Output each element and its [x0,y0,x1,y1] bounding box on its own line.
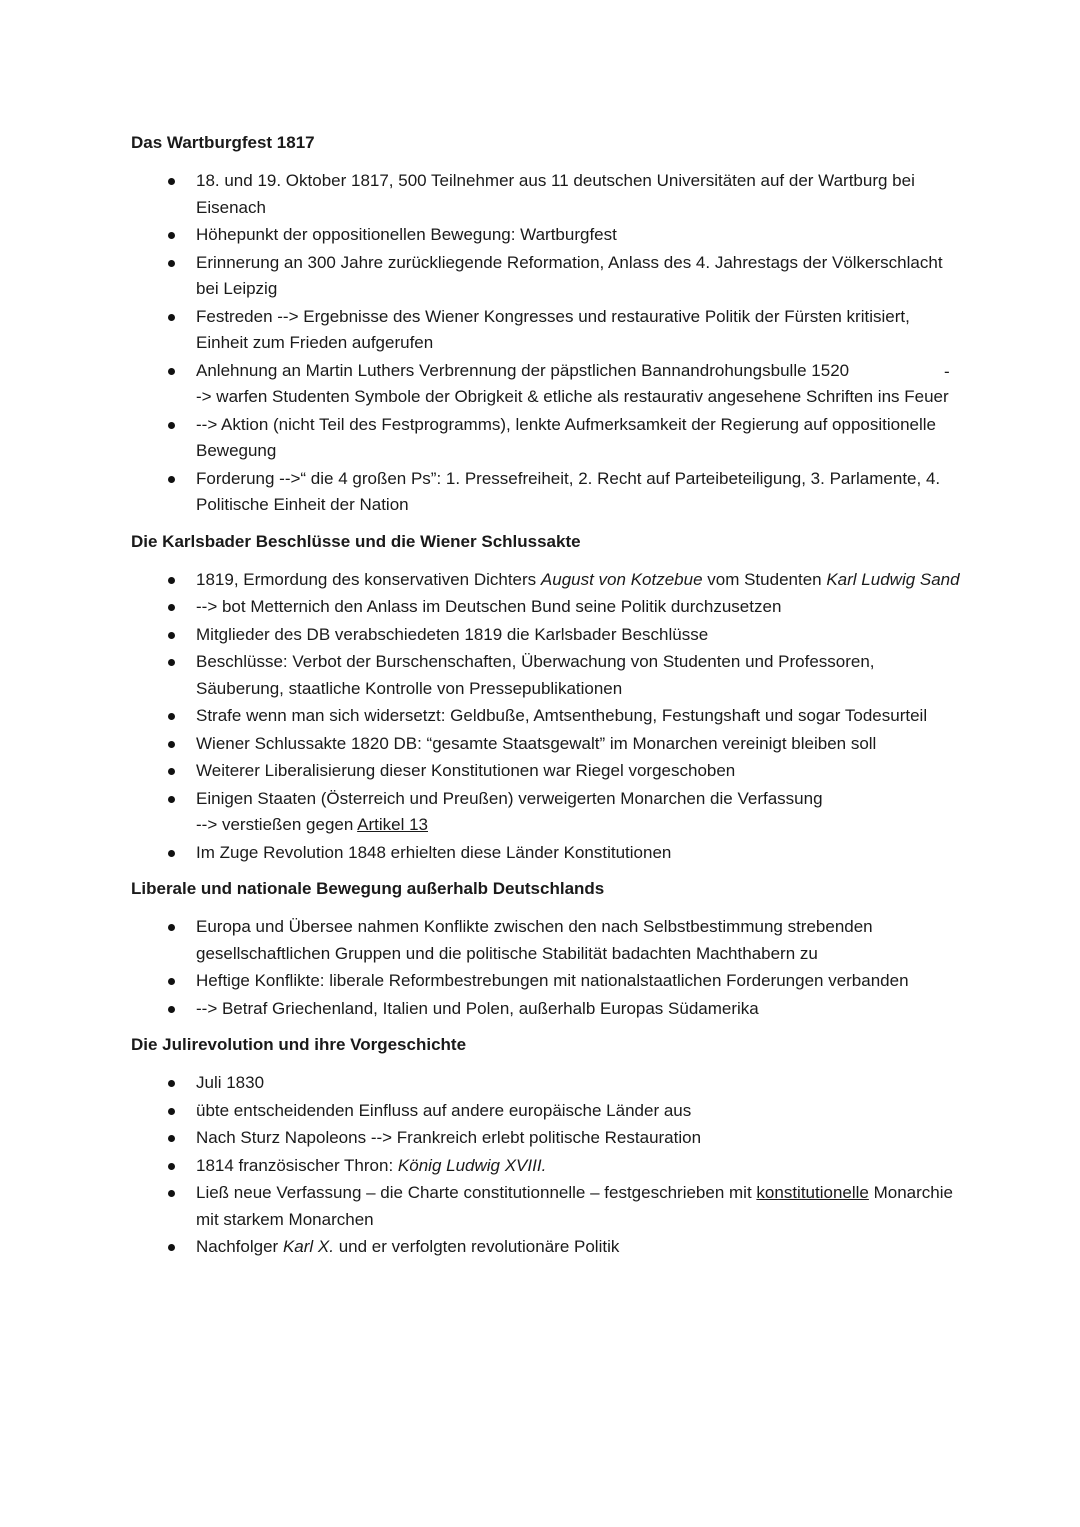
bullet-icon [168,260,175,267]
italic-term: August von Kotzebue [540,569,703,589]
bullet-list [131,1070,960,1261]
bullet-icon [168,1163,175,1170]
item-text: Einigen Staaten (Österreich und Preußen) verweigerten Monarchen die Verfassung [196,788,823,808]
section-heading: Das Wartburgfest 1817 [131,133,315,152]
list-item [131,1098,960,1125]
bullet-icon [168,796,175,803]
item-text: 18. und 19. Oktober 1817, 500 Teilnehmer aus 11 deutschen Universitäten auf der Wartburg bei Eisenach [196,171,915,217]
item-text: Juli 1830 [196,1073,265,1092]
margin-dash: - [944,362,950,381]
item-text: Wiener Schlussakte 1820 DB: “gesamte Staatsgewalt” im Monarchen vereinigt bleiben soll [196,733,877,753]
bullet-list [131,168,960,519]
item-text: -> warfen Studenten Symbole der Obrigkeit & etliche als restaurativ angesehene Schriften ins Feuer [196,387,949,406]
item-text: Erinnerung an 300 Jahre zurückliegende Reformation, Anlass des 4. Jahrestags der Völkerschlacht bei Leipzig [196,252,943,298]
list-item [131,222,960,249]
bullet-icon [168,1108,175,1115]
bullet-icon [168,476,175,483]
bullet-icon [168,314,175,321]
underlined-term: konstitutionelle [756,1183,869,1202]
bullet-icon [168,368,175,375]
section-4 [131,1033,960,1261]
list-item [131,358,960,411]
underlined-term: Artikel 13 [357,815,428,834]
item-text: Im Zuge Revolution 1848 erhielten diese Länder Konstitutionen [196,842,672,862]
list-item [131,1070,960,1097]
section-heading: Liberale und nationale Bewegung außerhalb Deutschlands [131,879,605,898]
bullet-icon [168,850,175,857]
bullet-icon [168,713,175,720]
list-item [131,703,960,730]
list-item [131,914,960,967]
italic-term: Karl X. [282,1237,334,1256]
bullet-icon [168,1190,175,1197]
list-item [131,168,960,221]
list-item [131,567,960,594]
list-item [131,968,960,995]
item-text: --> bot Metternich den Anlass im Deutschen Bund seine Politik durchzusetzen [196,597,782,616]
list-item [131,731,960,758]
list-item [131,758,960,785]
italic-term: Karl Ludwig Sand [826,569,960,589]
section-heading: Die Karlsbader Beschlüsse und die Wiener Schlussakte [131,531,581,551]
list-item [131,250,960,303]
list-item [131,412,960,465]
list-item [131,466,960,519]
list-item [131,786,960,839]
item-text: übte entscheidenden Einfluss auf andere europäische Länder aus [196,1100,692,1120]
item-text: Nachfolger [196,1237,283,1256]
list-item [131,1180,960,1233]
section-3 [131,877,960,1022]
item-text: --> Betraf Griechenland, Italien und Polen, außerhalb Europas Südamerika [196,998,759,1018]
item-text: Monarchie mit starkem Monarchen [196,1183,953,1229]
section-1 [131,131,960,519]
item-text: Strafe wenn man sich widersetzt: Geldbuße, Amtsenthebung, Festungshaft und sogar Todesurteil [196,706,928,725]
item-text: 1819, Ermordung des konservativen Dichters [196,569,541,589]
bullet-icon [168,422,175,429]
bullet-icon [168,741,175,748]
item-text: Weiterer Liberalisierung dieser Konstitutionen war Riegel vorgeschoben [196,761,736,780]
bullet-icon [168,1135,175,1142]
item-text: Forderung -->“ die 4 großen Ps”: 1. Pressefreiheit, 2. Recht auf Parteibeteiligung, 3. Parlamente, 4. Politische Einheit der Nation [196,468,941,514]
bullet-icon [168,768,175,775]
bullet-icon [168,1006,175,1013]
bullet-icon [168,978,175,985]
bullet-icon [168,1244,175,1251]
bullet-icon [168,632,175,639]
bullet-icon [168,178,175,185]
section-2 [131,530,960,867]
bullet-list [131,567,960,867]
list-item [131,1125,960,1152]
bullet-list [131,914,960,1022]
item-text: Festreden --> Ergebnisse des Wiener Kongresses und restaurative Politik der Fürsten kritisiert, Einheit zum Frieden aufgerufen [196,306,910,352]
item-text: Beschlüsse: Verbot der Burschenschaften, Überwachung von Studenten und Professoren, Säuberung, staatliche Kontrolle von Pressepublikationen [196,652,875,698]
list-item [131,622,960,649]
list-item [131,840,960,867]
bullet-icon [168,659,175,666]
item-text: Mitglieder des DB verabschiedeten 1819 die Karlsbader Beschlüsse [196,624,709,644]
item-text: und er verfolgten revolutionäre Politik [333,1237,620,1256]
item-text: Höhepunkt der oppositionellen Bewegung: Wartburgfest [196,225,617,244]
item-text: --> Aktion (nicht Teil des Festprogramms), lenkte Aufmerksamkeit der Regierung auf oppositionelle Bewegung [196,414,937,460]
list-item [131,1153,960,1180]
bullet-icon [168,924,175,931]
item-text: 1814 französischer Thron: [196,1155,398,1175]
notes-body [131,131,960,1261]
list-item [131,304,960,357]
item-text: vom Studenten [702,569,827,589]
item-text: Heftige Konflikte: liberale Reformbestrebungen mit nationalstaatlichen Forderungen verbanden [196,971,909,990]
list-item [131,649,960,702]
item-text: Nach Sturz Napoleons --> Frankreich erlebt politische Restauration [196,1128,702,1147]
bullet-icon [168,232,175,239]
item-text: Ließ neue Verfassung – die Charte constitutionnelle – festgeschrieben mit [196,1183,757,1202]
item-text: --> verstießen gegen [196,815,358,834]
list-item [131,594,960,621]
bullet-icon [168,1080,175,1087]
bullet-icon [168,577,175,584]
item-text: Europa und Übersee nahmen Konflikte zwischen den nach Selbstbestimmung strebenden gesellschaftlichen Gruppen und die politische Stabilität badachten Machthabern zu [196,917,873,963]
italic-term: König Ludwig XVIII. [397,1155,547,1175]
list-item [131,1234,960,1261]
list-item [131,996,960,1023]
item-text: Anlehnung an Martin Luthers Verbrennung der päpstlichen Bannandrohungsbulle 1520 [196,360,850,380]
section-heading: Die Julirevolution und ihre Vorgeschichte [131,1035,467,1054]
bullet-icon [168,604,175,611]
